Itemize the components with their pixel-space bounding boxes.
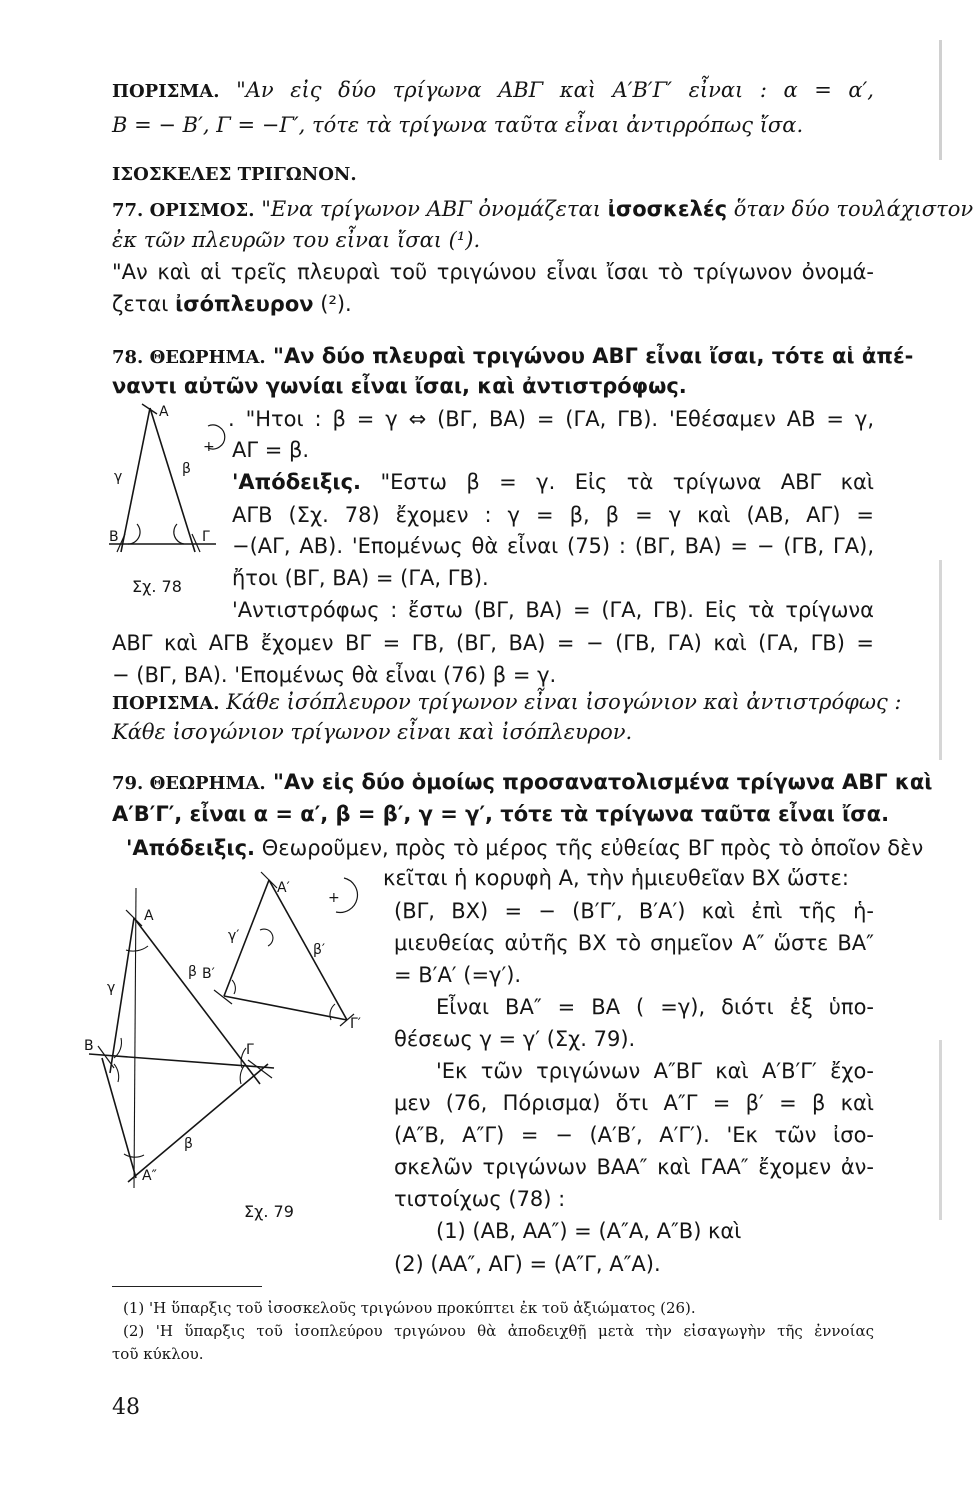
fig78-tick-g <box>192 534 200 552</box>
theorem-79-p12: τιστοίχως (78) : <box>394 1187 566 1211</box>
fig79-label-a1: Α′ <box>277 880 290 896</box>
fig79-line-aa2 <box>134 888 136 1188</box>
corollary-2-label: ΠΟΡΙΣΜΑ. <box>112 693 220 714</box>
fig79-label-b: Β <box>84 1038 94 1054</box>
definition-77-line-4-start: ζεται <box>112 292 169 316</box>
theorem-79-p13: (1) (ΑΒ, ΑΑ″) = (Α″Α, Α″Β) καὶ <box>436 1219 742 1243</box>
scan-edge-mid <box>939 560 942 760</box>
definition-77-term: ἰσοσκελές <box>607 197 728 221</box>
theorem-79-line-1 <box>112 768 933 798</box>
fig78-label-plus: + <box>203 439 215 455</box>
theorem-79-label: 79. ΘΕΩΡΗΜΑ. <box>112 773 266 794</box>
theorem-78-row-7: 'Αντιστρόφως : ἔστω (ΒΓ, ΒΑ) = (ΓΑ, ΓΒ). Εἰς τὰ τρίγωνα <box>232 598 874 622</box>
section-title: ΙΣΟΣΚΕΛΕΣ ΤΡΙΓΩΝΟΝ. <box>112 164 357 185</box>
theorem-78-row-2: ΑΓ = β. <box>232 438 310 462</box>
theorem-79-p10: (Α″Β, Α″Γ) = − (Α′Β′, Α′Γ′). 'Εκ τῶν ἰσο- <box>394 1123 874 1147</box>
fig78-label-gamma: γ <box>114 469 123 485</box>
fig79-label-a: Α <box>144 908 154 924</box>
scan-edge-bottom <box>939 1040 942 1220</box>
fig79-angle-g-lower <box>240 1066 244 1084</box>
theorem-79-p5: = Β′Α′ (=γ′). <box>394 963 522 987</box>
corollary-1-line-2: Β = − Β′, Γ = −Γ′, τότε τὰ τρίγωνα ταῦτα εἶναι ἀντιρρόπως ἴσα. <box>112 113 804 137</box>
theorem-79-statement-1: "Αν εἰς δύο ὁμοίως προσανατολισμένα τρίγωνα ΑΒΓ καὶ <box>273 770 933 794</box>
fig78-label-a: Α <box>159 404 169 420</box>
theorem-78-row-3 <box>232 468 874 496</box>
definition-77-label: 77. ΟΡΙΣΜΟΣ. <box>112 200 255 221</box>
fig79-tick-a <box>126 910 142 926</box>
theorem-79-p8: 'Εκ τῶν τριγώνων Α″ΒΓ καὶ Α′Β′Γ′ ἔχο- <box>436 1059 874 1083</box>
footnote-2-continued: τοῦ κύκλου. <box>112 1345 204 1363</box>
theorem-78-row-8: ΑΒΓ καὶ ΑΓΒ ἔχομεν ΒΓ = ΓΒ, (ΒΓ, ΒΑ) = − (ΓΒ, ΓΑ) καὶ (ΓΑ, ΓΒ) = <box>112 631 874 655</box>
theorem-79-p7: θέσεως γ = γ′ (Σχ. 79). <box>394 1027 636 1051</box>
footnote-rule <box>112 1286 262 1287</box>
figure-79 <box>84 868 374 1198</box>
theorem-78-row-5: −(ΑΓ, ΑΒ). 'Επομένως θὰ εἶναι (75) : (ΒΓ, ΒΑ) = − (ΓΒ, ΓΑ), <box>232 534 874 558</box>
fig79-side-ga2 <box>128 1064 268 1182</box>
definition-77-text: "Ενα τρίγωνον ΑΒΓ ὀνομάζεται <box>261 197 601 221</box>
fig79-label-g1: Γ′ <box>350 1016 361 1032</box>
corollary-2-line-2: Κάθε ἰσογώνιον τρίγωνον εἶναι καὶ ἰσόπλευρον. <box>112 720 633 744</box>
footnote-1: (1) 'Η ὕπαρξις τοῦ ἰσοσκελοῦς τριγώνου προκύπτει ἐκ τοῦ ἀξιώματος (26). <box>123 1299 696 1317</box>
definition-77-line-4-end: (²). <box>320 292 352 316</box>
theorem-79-p3: (ΒΓ, ΒΧ) = − (Β′Γ′, Β′Α′) καὶ ἐπὶ τῆς ἡ- <box>394 899 874 923</box>
fig79-label-gamma: γ <box>107 980 116 996</box>
theorem-79-line-2: Α′Β′Γ′, εἶναι α = α′, β = β′, γ = γ′, τότε τὰ τρίγωνα ταῦτα εἶναι ἴσα. <box>112 802 890 826</box>
theorem-78-row-4: ΑΓΒ (Σχ. 78) ἔχομεν : γ = β, β = γ καὶ (ΑΒ, ΑΓ) = <box>232 503 874 527</box>
page-number: 48 <box>112 1395 140 1420</box>
fig78-angle-b-arc <box>128 524 140 544</box>
fig78-angle-g-arc <box>174 524 184 544</box>
fig79-label-beta-lower: β <box>184 1136 193 1152</box>
corollary-1-label: ΠΟΡΙΣΜΑ. <box>112 81 220 102</box>
figure-78 <box>104 398 224 578</box>
proof-label-79: 'Απόδειξις. <box>126 836 256 860</box>
fig78-side-ag <box>150 408 195 552</box>
fig79-label-beta-upper: β <box>188 964 197 980</box>
theorem-78-statement-1: "Αν δύο πλευραὶ τριγώνου ΑΒΓ εἶναι ἴσαι, τότε αἱ ἀπέ- <box>273 344 914 368</box>
fig79-label-a2: Α″ <box>142 1168 157 1184</box>
definition-77-term-2: ἰσόπλευρον <box>175 292 314 316</box>
fig79-label-g: Γ <box>246 1042 254 1058</box>
figure-79-caption: Σχ. 79 <box>244 1202 294 1221</box>
theorem-79-proof-line-1 <box>126 834 924 862</box>
definition-77-line-4 <box>112 290 352 318</box>
theorem-79-p1: Θεωροῦμεν, πρὸς τὸ μέρος τῆς εὐθείας ΒΓ πρὸς τὸ ὁποῖον δὲν <box>261 836 924 860</box>
corollary-1-line-1 <box>112 76 874 106</box>
definition-77-line-1 <box>112 195 973 225</box>
corollary-2-line-1 <box>112 688 902 718</box>
fig79-tick-g <box>248 1060 272 1078</box>
definition-77-line-2: ἐκ τῶν πλευρῶν του εἶναι ἴσαι (¹). <box>112 228 481 252</box>
fig78-label-g: Γ <box>202 529 210 545</box>
theorem-78-line-2: ναντι αὐτῶν γωνίαι εἶναι ἴσαι, καὶ ἀντιστρόφως. <box>112 374 687 398</box>
theorem-79-p2: κεῖται ἡ κορυφὴ Α, τὴν ἡμιευθεῖαν ΒΧ ὥστε: <box>383 866 849 890</box>
fig79-tick-mark <box>260 929 273 946</box>
theorem-78-row-9: − (ΒΓ, ΒΑ). 'Επομένως θὰ εἶναι (76) β = γ. <box>112 663 557 687</box>
theorem-79-p14: (2) (ΑΑ″, ΑΓ) = (Α″Γ, Α″Α). <box>394 1252 661 1276</box>
fig78-label-b: Β <box>109 529 119 545</box>
fig79-label-beta1: β′ <box>313 942 326 958</box>
theorem-78-line-1 <box>112 342 914 372</box>
fig79-label-b1: Β′ <box>202 966 215 982</box>
theorem-78-row-3-text: "Εστω β = γ. Εἰς τὰ τρίγωνα ΑΒΓ καὶ <box>380 470 874 494</box>
theorem-79-p4: μιευθείας αὐτῆς ΒΧ τὸ σημεῖον Α″ ὥστε ΒΑ″ <box>394 931 874 955</box>
corollary-2-text-1: Κάθε ἰσόπλευρον τρίγωνον εἶναι ἰσογώνιον καὶ ἀντιστρόφως : <box>226 690 902 714</box>
fig79-angle-b1 <box>232 980 235 994</box>
fig79-angle-b-lower <box>114 1064 119 1082</box>
fig79-tick-a1 <box>261 872 277 888</box>
theorem-78-label: 78. ΘΕΩΡΗΜΑ. <box>112 347 266 368</box>
fig79-side-b1g1 <box>224 996 347 1020</box>
figure-78-caption: Σχ. 78 <box>132 577 182 596</box>
theorem-79-p11: σκελῶν τριγώνων ΒΑΑ″ καὶ ΓΑΑ″ ἔχομεν ἀν- <box>394 1155 874 1179</box>
scan-edge-top <box>939 40 942 160</box>
fig79-label-plus: + <box>328 890 340 906</box>
definition-77-line-3: "Αν καὶ αἱ τρεῖς πλευραὶ τοῦ τριγώνου εἶναι ἴσαι τὸ τρίγωνον ὀνομά- <box>112 260 874 284</box>
theorem-78-row-6: ἤτοι (ΒΓ, ΒΑ) = (ΓΑ, ΓΒ). <box>232 566 489 590</box>
fig79-label-gamma1: γ′ <box>228 928 240 944</box>
fig79-tick-b <box>98 1046 114 1068</box>
footnote-2: (2) 'Η ὕπαρξις τοῦ ἰσοπλεύρου τριγώνου θὰ ἀποδειχθῇ μετὰ τὴν εἰσαγωγὴν τῆς ἐννοίας <box>123 1322 874 1340</box>
fig78-label-beta: β <box>182 461 191 477</box>
corollary-1-text-1: "Αν εἰς δύο τρίγωνα ΑΒΓ καὶ Α′Β′Γ′ εἶναι : α = α′, <box>236 78 874 102</box>
theorem-79-p9: μεν (76, Πόρισμα) ὅτι Α″Γ = β′ = β καὶ <box>394 1091 874 1115</box>
theorem-79-p6: Εἶναι ΒΑ″ = ΒΑ ( =γ), διότι ἐξ ὑπο- <box>436 995 874 1019</box>
theorem-78-row-1: . "Ητοι : β = γ ⇔ (ΒΓ, ΒΑ) = (ΓΑ, ΓΒ). 'Εθέσαμεν ΑΒ = γ, <box>228 407 874 431</box>
definition-77-text-end: ὅταν δύο τουλάχιστον <box>733 197 973 221</box>
fig78-side-ab <box>121 408 150 552</box>
proof-label-78: 'Απόδειξις. <box>232 470 362 494</box>
